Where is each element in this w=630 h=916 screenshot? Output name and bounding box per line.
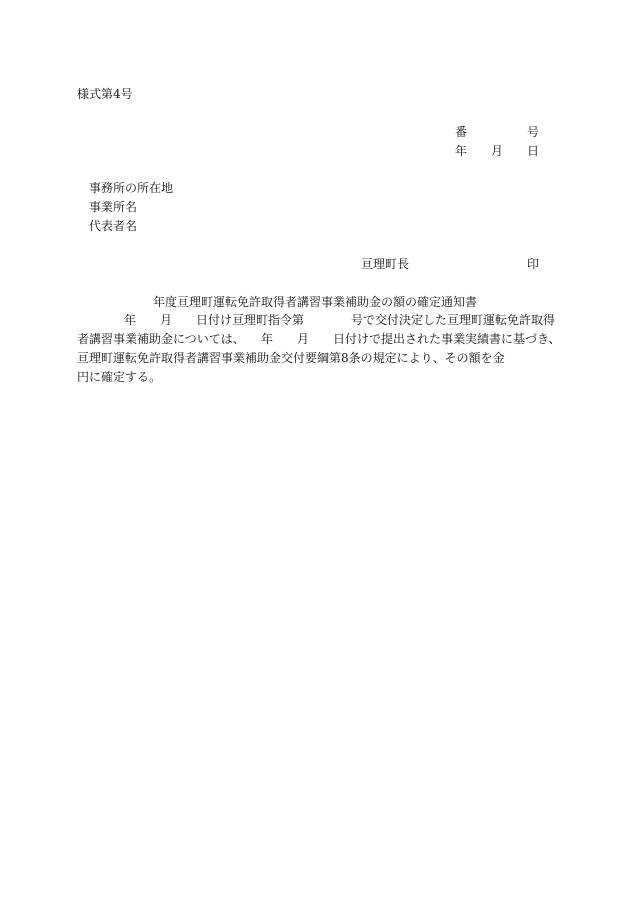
body-line3: 亘理町運転免許取得者講習事業補助金交付要綱第8条の規定により、その額を金 — [77, 351, 505, 365]
body-line1-text-a: 日付け亘理町指令第 — [196, 313, 305, 327]
body-line1-month: 月 — [160, 313, 173, 327]
body-line2-month: 月 — [297, 332, 310, 346]
recipient-business-name: 事業所名 — [89, 200, 138, 214]
issue-date-year: 年 — [455, 144, 468, 158]
recipient-office-address: 事務所の所在地 — [89, 181, 174, 195]
reference-number-label: 番 — [455, 125, 468, 139]
issue-date-month: 月 — [491, 144, 504, 158]
recipient-representative: 代表者名 — [89, 219, 138, 233]
body-line2-year: 年 — [261, 332, 274, 346]
body-line4: 円に確定する。 — [77, 370, 162, 384]
body-line2-text-b: 日付けで提出された事業実績書に基づき、 — [333, 332, 561, 346]
issuer-seal: 印 — [527, 257, 540, 271]
issue-date-day: 日 — [527, 144, 540, 158]
body-line1-text-b: 号で交付決定した亘理町運転免許取得 — [351, 313, 556, 327]
document-title: 年度亘理町運転免許取得者講習事業補助金の額の確定通知書 — [153, 295, 478, 309]
body-line2-text-a: 者講習事業補助金については、 — [77, 332, 245, 346]
issuer-mayor: 亘理町長 — [361, 257, 410, 271]
body-line1-year: 年 — [124, 313, 137, 327]
form-number: 様式第4号 — [77, 87, 133, 101]
reference-number-suffix: 号 — [527, 125, 540, 139]
